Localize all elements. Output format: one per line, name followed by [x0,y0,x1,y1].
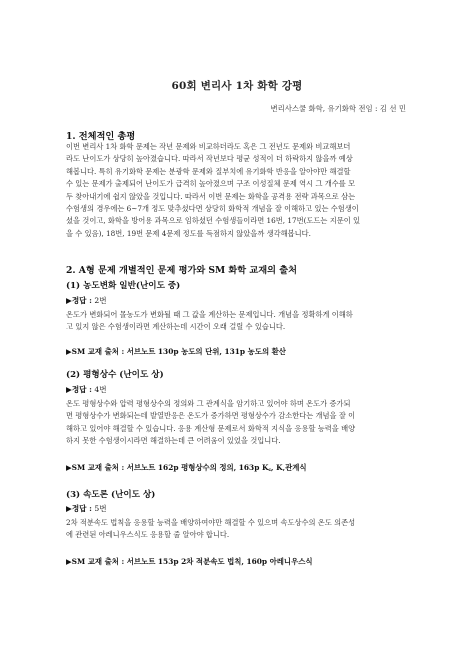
body-line: 수 있는 문제가 출제되어 난이도가 급격히 높아졌으며 구조 이성질체 문제 역시 그 개수를 모 [66,179,356,189]
body-line: 셨을 것이고, 화학을 방어용 과목으로 임하셨던 수험생들이라면 16번, 17번(도드는 지문이 있 [66,216,361,226]
body-line: 수험생의 경우에는 6~7개 정도 맞추셨다면 상당히 화학적 개념을 잘 이해하고 있는 수험생이 [66,204,359,214]
answer-value: 5번 [94,504,107,513]
body-line: 온도가 변화되어 몰농도가 변화될 때 그 값을 계산하는 문제입니다. 개념을 정확하게 이해하 [66,310,353,319]
body-line: 2차 적분속도 법칙을 응용할 능력을 배양하여야만 해결할 수 있으며 속도상수의 온도 의존성 [66,518,356,527]
page-title: 60회 변리사 1차 화학 강평 [171,80,303,92]
body-line: 라도 난이도가 상당히 높아졌습니다. 따라서 작년보다 평균 성적이 더 하락하지 않을까 예상 [66,154,353,164]
problem-2-answer [66,384,107,395]
body-line: 해하고 있어야 해결할 수 있습니다. 응용 계산형 문제로서 화학적 지식을 응용할 능력을 배양 [66,423,356,433]
section-1-heading: 1. 전체적인 총평 [66,131,136,142]
body-line: 면 평형상수가 변화되는데 발열반응은 온도가 증가하면 평형상수가 감소한다는 개념을 잘 이 [66,411,356,421]
answer-value: 4번 [94,385,107,394]
answer-value: 2번 [94,296,107,305]
answer-label: ▶정답 : [66,296,92,305]
problem-3-answer [66,503,107,514]
body-line: 에 관련된 아레니우스식도 응용할 줄 알아야 합니다. [66,530,230,540]
problem-1-answer [66,295,107,306]
problem-2-body [66,398,410,448]
problem-2-title: (2) 평형상수 (난이도 상) [66,370,164,380]
problem-1-body [66,309,410,334]
body-line: 해봅니다. 특히 유기화학 문제는 분광학 문제와 질부치에 유기화학 반응을 알아야만 해결할 [66,166,351,176]
section-1-body [66,141,410,240]
body-line: 고 있지 않은 수험생이라면 계산하는데 시간이 오래 걸릴 수 있습니다. [66,322,286,332]
problem-3-reference: ▶SM 교재 출처 : 서브노트 153p 2차 적분속도 법칙, 160p 아레니우스식 [66,557,313,566]
problem-1-reference: ▶SM 교재 출처 : 서브노트 130p 농도의 단위, 131p 농도의 환산 [66,347,286,356]
problem-3-body [66,517,410,542]
body-line: 이번 변리사 1차 화학 문제는 작년 문제와 비교하더라도 혹은 그 전년도 문제와 비교해보더 [66,142,351,151]
body-line: 두 찾아내기에 쉽지 않았을 것입니다. 따라서 이번 문제는 화학을 공격용 전략 과목으로 삼는 [66,191,356,201]
author-line: 변리사스쿨 화학, 유기화학 전임 : 김 선 민 [270,104,406,113]
problem-2-reference: ▶SM 교재 출처 : 서브노트 162p 평형상수의 정의, 163p K꜀, K‚관계식 [66,463,307,472]
body-line: 하지 못한 수험생이시라면 해결하는데 큰 어려움이 있었을 것입니다. [66,436,281,446]
body-line: 을 수 있음), 18번, 19번 문제 4문제 정도를 득점하지 않았을까 생각해봅니다. [66,228,311,238]
answer-label: ▶정답 : [66,504,92,513]
problem-3-title: (3) 속도론 (난이도 상) [66,490,156,500]
body-line: 온도 평형상수와 압력 평형상수의 정의와 그 관계식을 암기하고 있어야 하며 온도가 증가되 [66,399,351,408]
section-2-heading: 2. A형 문제 개별적인 문제 평가와 SM 화학 교재의 출처 [66,265,297,276]
answer-label: ▶정답 : [66,385,92,394]
problem-1-title: (1) 농도변화 일반(난이도 중) [66,281,181,291]
